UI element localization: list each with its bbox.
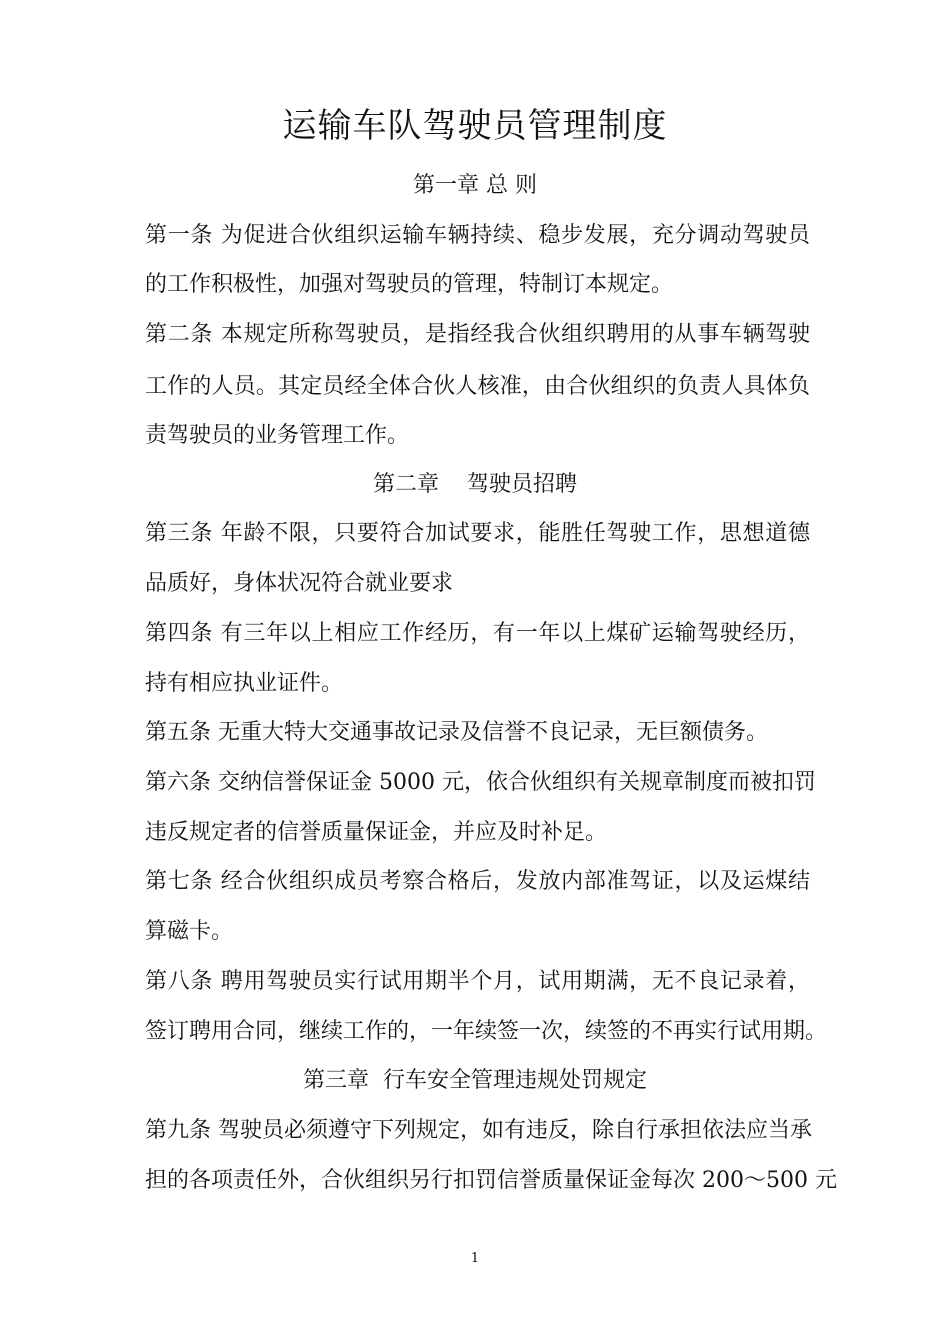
article-9-line-1: 第九条 驾驶员必须遵守下列规定，如有违反，除自行承担依法应当承	[145, 1118, 812, 1143]
article-8-line-2: 签订聘用合同，继续工作的，一年续签一次，续签的不再实行试用期。	[145, 1019, 828, 1044]
article-2-line-2: 工作的人员。其定员经全体合伙人核准，由合伙组织的负责人具体负	[145, 374, 810, 399]
article-8-line-1: 第八条 聘用驾驶员实行试用期半个月，试用期满，无不良记录着，	[145, 969, 810, 994]
article-1-line-2: 的工作积极性，加强对驾驶员的管理，特制订本规定。	[145, 272, 674, 297]
article-3-line-2: 品质好，身体状况符合就业要求	[145, 571, 454, 596]
article-5-line-1: 第五条 无重大特大交通事故记录及信誉不良记录，无巨额债务。	[145, 720, 768, 745]
chapter-heading-1: 第一章 总 则	[413, 173, 537, 198]
chapter-heading-2: 第二章 驾驶员招聘	[373, 472, 577, 497]
chapter-heading-3: 第三章 行车安全管理违规处罚规定	[303, 1068, 647, 1093]
article-2-line-1: 第二条 本规定所称驾驶员，是指经我合伙组织聘用的从事车辆驾驶	[145, 322, 810, 347]
article-6-line-1: 第六条 交纳信誉保证金 5000 元，依合伙组织有关规章制度而被扣罚	[145, 770, 816, 795]
page-number: 1	[470, 1251, 480, 1266]
article-9-line-2: 担的各项责任外，合伙组织另行扣罚信誉质量保证金每次 200～500 元	[145, 1168, 837, 1193]
article-3-line-1: 第三条 年龄不限，只要符合加试要求，能胜任驾驶工作，思想道德	[145, 521, 810, 546]
article-4-line-2: 持有相应执业证件。	[145, 671, 344, 696]
article-7-line-2: 算磁卡。	[145, 919, 234, 944]
article-1-line-1: 第一条 为促进合伙组织运输车辆持续、稳步发展，充分调动驾驶员	[145, 223, 810, 248]
article-2-line-3: 责驾驶员的业务管理工作。	[145, 423, 410, 448]
document-title: 运输车队驾驶员管理制度	[282, 106, 668, 146]
article-4-line-1: 第四条 有三年以上相应工作经历，有一年以上煤矿运输驾驶经历，	[145, 621, 810, 646]
article-6-line-2: 违反规定者的信誉质量保证金，并应及时补足。	[145, 820, 608, 845]
article-7-line-1: 第七条 经合伙组织成员考察合格后，发放内部准驾证，以及运煤结	[145, 869, 810, 894]
